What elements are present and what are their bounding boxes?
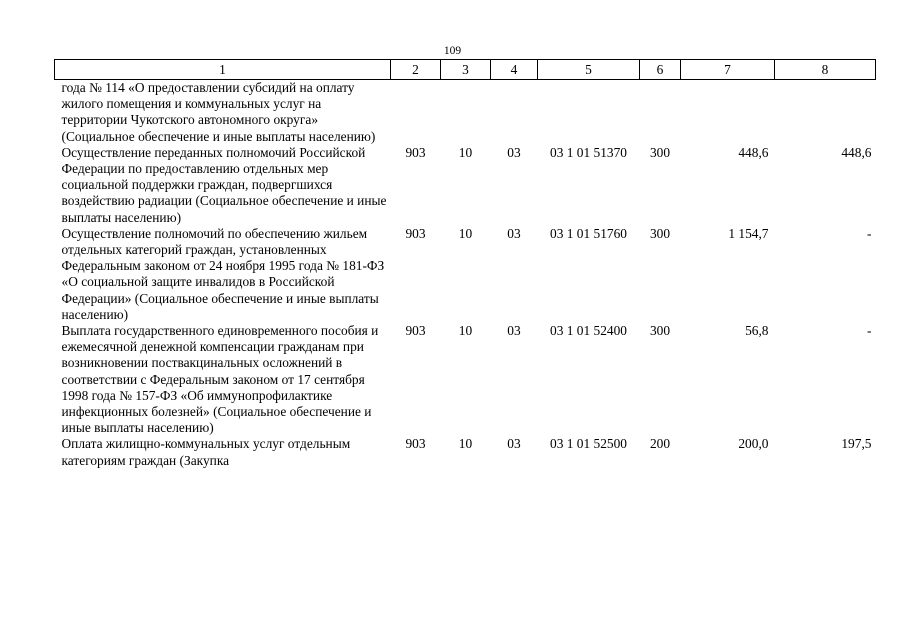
row-vr: 200 xyxy=(649,436,671,452)
row-csr: 03 1 01 52400 xyxy=(550,323,627,339)
row-csr: 03 1 01 51370 xyxy=(550,144,627,160)
row-vr: 300 xyxy=(649,225,671,241)
row-amount-2: 197,5 xyxy=(841,436,872,452)
row-csr: 03 1 01 52500 xyxy=(550,436,627,452)
row-amount-1 xyxy=(681,80,775,145)
row-rz: 10 xyxy=(458,144,473,160)
budget-table xyxy=(54,59,876,469)
row-amount-2: - xyxy=(867,323,872,339)
column-header: 7 xyxy=(681,60,775,80)
row-gr: 903 xyxy=(405,436,426,452)
column-header: 3 xyxy=(441,60,491,80)
page-number: 109 xyxy=(443,45,462,57)
row-gr: 903 xyxy=(405,144,426,160)
row-amount-2: - xyxy=(867,225,872,241)
table-header-row xyxy=(55,60,876,80)
row-pr: 03 xyxy=(507,436,521,452)
row-rz xyxy=(441,80,491,145)
row-description: Выплата государственного единовременного пособия и ежемесячной денежной компенсации гражданам при возникновении поствакцинальных осложнений в соответствии с Федеральным законом от 17 сентября 1998 года № 157-ФЗ «Об иммунопрофилактике инфекционных болезней» (Социальное обеспечение и иные выплаты населению) xyxy=(61,323,379,436)
row-pr: 03 xyxy=(507,144,521,160)
column-header: 8 xyxy=(775,60,876,80)
row-csr: 03 1 01 51760 xyxy=(550,225,627,241)
row-rz: 10 xyxy=(458,436,473,452)
column-header: 2 xyxy=(391,60,441,80)
row-amount-1: 200,0 xyxy=(738,436,769,452)
row-vr: 300 xyxy=(649,323,671,339)
row-csr xyxy=(538,80,640,145)
column-header: 4 xyxy=(491,60,538,80)
row-pr: 03 xyxy=(507,323,521,339)
row-pr: 03 xyxy=(507,225,521,241)
row-gr: 903 xyxy=(405,225,426,241)
row-pr xyxy=(491,80,538,145)
row-amount-1: 1 154,7 xyxy=(728,225,769,241)
row-amount-1: 448,6 xyxy=(738,144,769,160)
row-description: Осуществление переданных полномочий Российской Федерации по предоставлению отдельных мер социальной поддержки граждан, подвергшихся воздействию радиации (Социальное обеспечение и иные выплаты населению) xyxy=(61,144,387,225)
row-amount-1: 56,8 xyxy=(745,323,769,339)
row-gr xyxy=(391,80,441,145)
column-header: 1 xyxy=(55,60,391,80)
table-row xyxy=(55,145,876,226)
row-vr: 300 xyxy=(649,144,671,160)
row-amount-2 xyxy=(775,80,876,145)
table-row xyxy=(55,323,876,436)
table-row xyxy=(55,226,876,323)
row-description: Оплата жилищно-коммунальных услуг отдельным категориям граждан (Закупка xyxy=(61,436,351,468)
row-vr xyxy=(640,80,681,145)
table-row xyxy=(55,436,876,468)
column-header: 6 xyxy=(640,60,681,80)
row-amount-2: 448,6 xyxy=(841,144,872,160)
row-gr: 903 xyxy=(405,323,426,339)
row-rz: 10 xyxy=(458,323,473,339)
row-description: Осуществление полномочий по обеспечению жильем отдельных категорий граждан, установленных Федеральным законом от 24 ноября 1995 года № 181-ФЗ «О социальной защите инвалидов в Российской Федерации» (Социальное обеспечение и иные выплаты населению) xyxy=(61,225,385,322)
row-rz: 10 xyxy=(458,225,473,241)
column-header: 5 xyxy=(538,60,640,80)
row-description: года № 114 «О предоставлении субсидий на оплату жилого помещения и коммунальных услуг на территории Чукотского автономного округа» (Социальное обеспечение и иные выплаты населению) xyxy=(61,80,376,144)
table-row xyxy=(55,80,876,145)
